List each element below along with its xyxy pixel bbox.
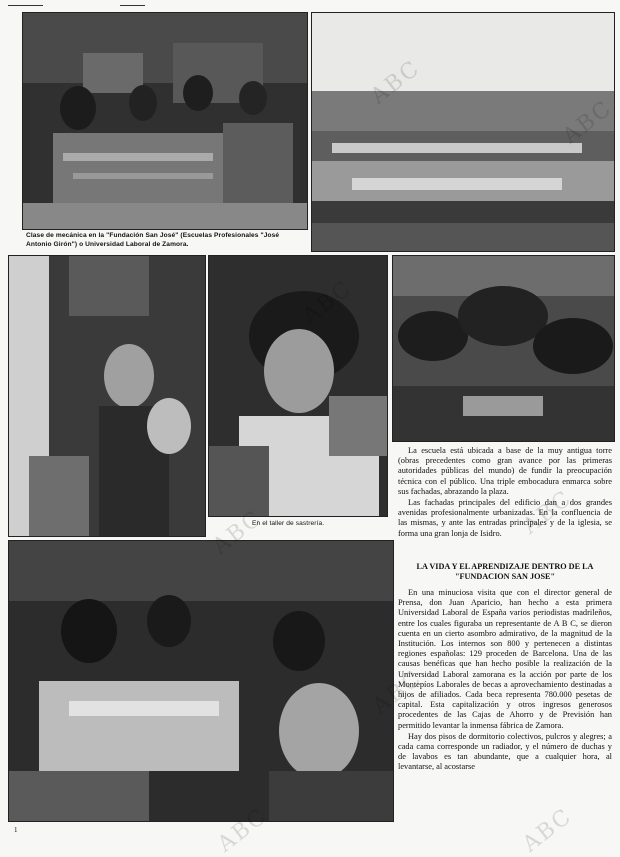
watermark: ABC	[213, 803, 273, 857]
watermark: ABC	[208, 505, 268, 560]
top-rule	[8, 5, 43, 6]
caption-mechanics: Clase de mecánica en la "Fundación San José" (Escuelas Profesionales "José Antonio Girón") o Universidad Laboral de Zamora.	[26, 232, 280, 248]
photo-mechanics-class	[22, 12, 308, 230]
photo-tailoring-workshop	[208, 255, 388, 517]
photo-landscape-campus	[311, 12, 615, 252]
watermark: ABC	[368, 665, 428, 720]
article-intro	[398, 446, 612, 556]
watermark: ABC	[518, 803, 578, 857]
article-paragraph: Las fachadas principales del edificio dan a dos grandes avenidas profesionalmente urbanizadas. En la confluencia de las mismas, y ante las entradas principales y de la iglesia, se forma una gran lonja de Isidro.	[398, 498, 612, 538]
article-paragraph: Hay dos pisos de dormitorio colectivos, pulcros y alegres; a cada cama corresponde un radiador, y el número de duchas y de lavabos es tan abundante, que a cualquier hora, al levantarse, al acostarse	[398, 731, 612, 772]
photo-trees	[392, 255, 615, 442]
top-rule	[120, 5, 145, 6]
watermark: ABC	[518, 485, 578, 540]
caption-tailoring: En el taller de sastrería.	[252, 520, 325, 527]
article-paragraph: En una minuciosa visita que con el director general de Prensa, don Juan Aparicio, han hecho a esta primera Universidad Laboral de España varios periodistas madrileños, entre los cuales figuraba un representante de A B C, se dieron cuenta en un cierto asombro admirativo, de la magnitud de la Institución. Los internos son 800 y pertenecen a distintas regiones españolas: 129 proceden de Barcelona. Una de las causas benéficas que han hecho posible la realización de la Universidad Laboral zamorana es la acción por parte de los Montepíos Laborales de becas a aprovechamiento destinadas a hijos de afiliados. Cada beca representa 780.000 pesetas de capital. Esta capitalización y otros ingresos generosos procedentes de las Cajas de Ahorro y de Previsión han permitido levantar la inmensa fábrica de Zamora.	[398, 588, 612, 730]
article-body	[398, 588, 612, 812]
article-paragraph: La escuela está ubicada a base de la muy antigua torre (obras precedentes como gran avance por las primeras autoridades públicas del mundo) de fundir la preocupación técnica con el público. Una triple embocadura enmarca sobre sus fachadas, abrazando la plaza.	[398, 446, 612, 496]
photo-student-teacher	[8, 255, 206, 537]
section-heading: LA VIDA Y EL APRENDIZAJE DENTRO DE LA "FUNDACION SAN JOSE"	[416, 562, 594, 581]
photo-workshop-students	[8, 540, 394, 822]
page-folio: 1	[14, 826, 18, 834]
